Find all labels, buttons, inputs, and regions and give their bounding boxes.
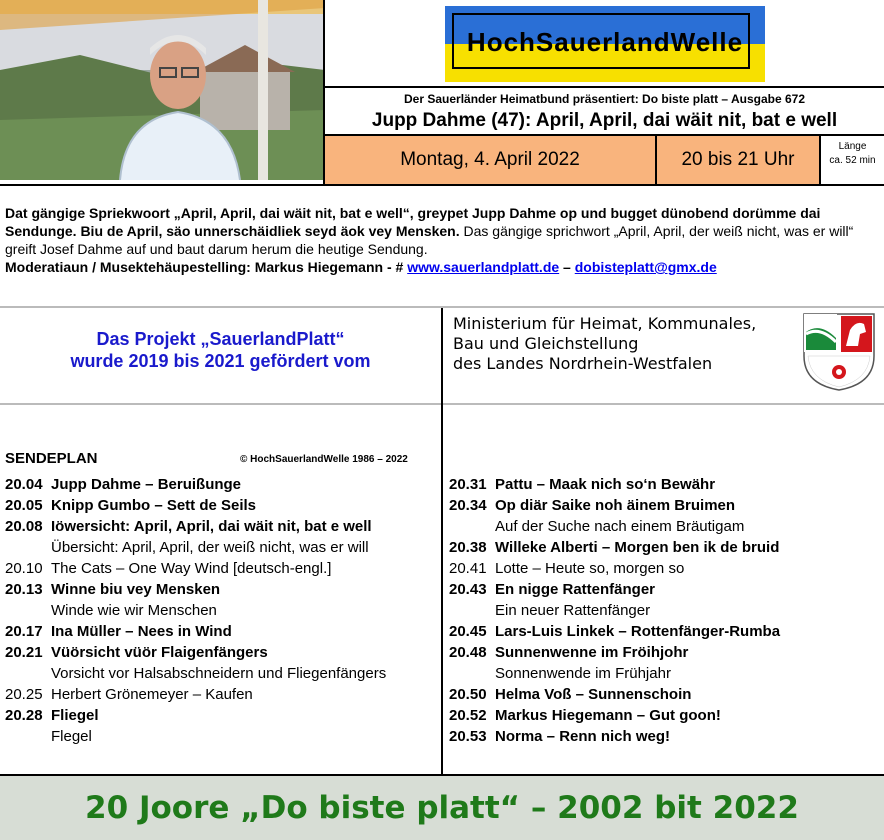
project-funding-note: [0, 328, 441, 372]
episode-description: [5, 204, 883, 276]
schedule-title: Übersicht: April, April, der weiß nicht, was er will: [51, 539, 369, 556]
schedule-row: [449, 644, 688, 665]
project-line-1: Das Projekt „SauerlandPlatt“: [96, 329, 345, 349]
schedule-row: [449, 623, 780, 644]
schedule-time: 20.48: [449, 644, 487, 661]
schedule-row: [5, 581, 220, 602]
schedule-row: [5, 497, 256, 518]
length-label: Länge: [838, 141, 867, 152]
schedule-time: 20.17: [5, 623, 43, 640]
schedule-title: Vorsicht vor Halsabschneidern und Fliegenfängers: [51, 665, 387, 682]
schedule-time: 20.04: [5, 476, 43, 493]
schedule-title: Sunnenwenne im Fröihjohr: [495, 644, 689, 661]
schedule-title: Herbert Grönemeyer – Kaufen: [51, 686, 253, 703]
description-normal: Das gängige sprichwort „April, April, der weiß nicht, was er will“ greift Josef Dahme auf und baut darum herum die heutige Sendung.: [5, 223, 854, 257]
schedule-row: [5, 707, 99, 728]
schedule-heading: SENDEPLAN: [5, 450, 98, 467]
anniversary-text: 20 Joore „Do biste platt“ – 2002 bit 2022: [85, 790, 799, 826]
schedule-time: 20.45: [449, 623, 487, 640]
date-text: Montag, 4. April 2022: [400, 149, 580, 170]
schedule-row: [449, 665, 671, 686]
schedule-row: [449, 497, 735, 518]
schedule-row: [5, 665, 386, 686]
schedule-row: [5, 539, 369, 560]
schedule-time: 20.34: [449, 497, 487, 514]
schedule-title: Pattu – Maak nich so‘n Bewähr: [495, 476, 716, 493]
credits-label: Moderatiaun / Musektehäupestelling: Markus Hiegemann - #: [5, 259, 408, 275]
schedule-title: Ina Müller – Nees in Wind: [51, 623, 232, 640]
svg-text:HochSauerlandWelle: HochSauerlandWelle: [466, 27, 744, 57]
link-separator: –: [559, 259, 575, 275]
schedule-title: Fliegel: [51, 707, 99, 724]
schedule-title: Knipp Gumbo – Sett de Seils: [51, 497, 257, 514]
schedule-title: Markus Hiegemann – Gut goon!: [495, 707, 721, 724]
schedule-row: [5, 560, 331, 581]
schedule-time: 20.38: [449, 539, 487, 556]
ministry-line-2: Bau und Gleichstellung: [453, 334, 639, 353]
schedule-row: [5, 476, 241, 497]
schedule-row: [449, 686, 691, 707]
description-bold: Dat gängige Spriekwoort „April, April, dai wäit nit, bat e well“, greypet Jupp Dahme op und bugget dünobend dorümme dai Sendunge. Biu de April, säo unnerschäidliek seyd äok vey Mensken.: [5, 205, 821, 239]
schedule-row: [449, 728, 670, 749]
schedule-title: Norma – Renn nich weg!: [495, 728, 671, 745]
schedule-time: 20.28: [5, 707, 43, 724]
length-value: ca. 52 min: [829, 155, 876, 166]
email-link[interactable]: dobisteplatt@gmx.de: [574, 259, 717, 275]
ministry-line-1: Ministerium für Heimat, Kommunales,: [453, 314, 757, 333]
schedule-title: Jupp Dahme – Beruißunge: [51, 476, 242, 493]
schedule-time: 20.05: [5, 497, 43, 514]
schedule-title: En nigge Rattenfänger: [495, 581, 656, 598]
schedule-row: [5, 686, 253, 707]
schedule-title: Auf der Suche nach einem Bräutigam: [495, 518, 745, 535]
project-line-2: wurde 2019 bis 2021 gefördert vom: [70, 351, 371, 371]
schedule-row: [5, 518, 372, 539]
schedule-time: 20.41: [449, 560, 487, 577]
episode-title: Jupp Dahme (47): April, April, dai wäit nit, bat e well: [371, 110, 838, 131]
schedule-time: 20.31: [449, 476, 487, 493]
schedule-time: 20.13: [5, 581, 43, 598]
schedule-row: [449, 476, 715, 497]
schedule-title: Flegel: [51, 728, 92, 745]
schedule-row: [5, 644, 268, 665]
schedule-title: Willeke Alberti – Morgen ben ik de bruid: [495, 539, 780, 556]
schedule-row: [5, 602, 217, 623]
schedule-title: Ein neuer Rattenfänger: [495, 602, 651, 619]
schedule-row: [449, 518, 744, 539]
divider: [325, 86, 884, 88]
schedule-title: Iöwersicht: April, April, dai wäit nit, bat e well: [51, 518, 372, 535]
schedule-row: [5, 623, 232, 644]
schedule-time: 20.25: [5, 686, 43, 703]
broadcast-date: [325, 136, 657, 184]
ministry-line-3: des Landes Nordrhein-Westfalen: [453, 354, 713, 373]
schedule-title: Lotte – Heute so, morgen so: [495, 560, 685, 577]
schedule-time: 20.53: [449, 728, 487, 745]
station-logo: [445, 6, 765, 82]
schedule-time: 20.52: [449, 707, 487, 724]
schedule-time: 20.08: [5, 518, 43, 535]
schedule-row: [449, 560, 684, 581]
divider: [0, 184, 884, 186]
schedule-title: The Cats – One Way Wind [deutsch-engl.]: [51, 560, 332, 577]
column-divider: [441, 308, 443, 774]
schedule-title: Winde wie wir Menschen: [51, 602, 217, 619]
nrw-crest-icon: [800, 312, 878, 392]
length-info: [821, 136, 884, 184]
schedule-time: 20.43: [449, 581, 487, 598]
schedule-row: [5, 728, 92, 749]
copyright-note: © HochSauerlandWelle 1986 – 2022: [240, 454, 408, 465]
schedule-row: [449, 602, 650, 623]
schedule-title: Vüörsicht vüör Flaigenfängers: [51, 644, 268, 661]
time-text: 20 bis 21 Uhr: [681, 149, 795, 170]
ministry-name: [453, 314, 793, 374]
broadcast-time: [657, 136, 821, 184]
schedule-row: [449, 539, 779, 560]
schedule-time: 20.21: [5, 644, 43, 661]
website-link[interactable]: www.sauerlandplatt.de: [407, 259, 560, 275]
schedule-time: 20.50: [449, 686, 487, 703]
schedule-row: [449, 707, 721, 728]
schedule-title: Sonnenwende im Frühjahr: [495, 665, 671, 682]
schedule-title: Op diär Saike noh äinem Bruimen: [495, 497, 736, 514]
schedule-title: Winne biu vey Mensken: [51, 581, 221, 598]
schedule-title: Helma Voß – Sunnenschoin: [495, 686, 692, 703]
anniversary-banner: [0, 776, 884, 840]
schedule-title: Lars-Luis Linkek – Rottenfänger-Rumba: [495, 623, 781, 640]
presenter-photo: [0, 0, 325, 180]
schedule-time: 20.10: [5, 560, 43, 577]
schedule-row: [449, 581, 655, 602]
episode-subtitle: Der Sauerländer Heimatbund präsentiert: Do biste platt – Ausgabe 672: [404, 92, 805, 106]
